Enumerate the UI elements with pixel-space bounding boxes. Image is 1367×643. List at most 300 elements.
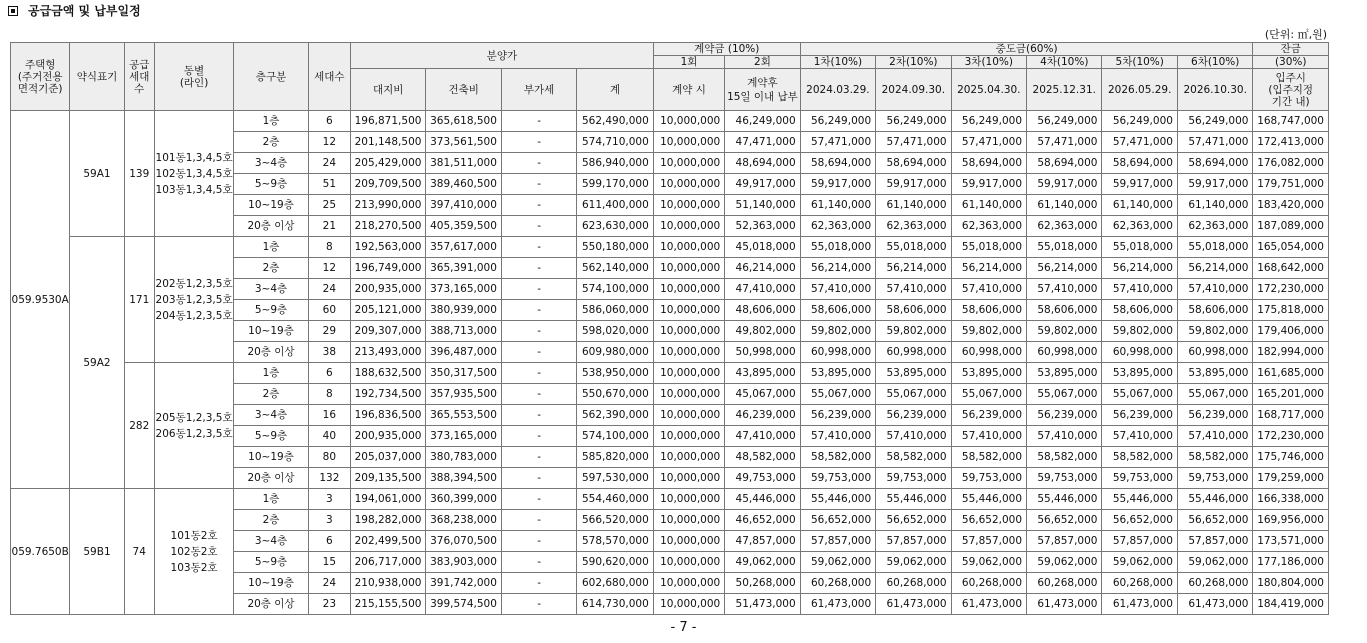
header-balance: 잔금 xyxy=(1253,43,1329,56)
middle-payment-4-cell: 59,062,000 xyxy=(1027,552,1102,573)
header-units: 세대수 xyxy=(308,43,350,111)
land-cell: 192,734,500 xyxy=(350,384,425,405)
middle-payment-4-cell: 58,606,000 xyxy=(1027,300,1102,321)
middle-payment-1-cell: 55,446,000 xyxy=(800,489,875,510)
deposit1-cell: 10,000,000 xyxy=(653,258,724,279)
units-cell: 132 xyxy=(308,468,350,489)
total-cell: 623,630,000 xyxy=(577,216,653,237)
middle-payment-3-cell: 55,018,000 xyxy=(951,237,1026,258)
middle-payment-2-cell: 57,410,000 xyxy=(876,279,951,300)
building-cell: 388,713,000 xyxy=(426,321,501,342)
middle-payment-3-cell: 59,753,000 xyxy=(951,468,1026,489)
middle-payment-2-cell: 57,410,000 xyxy=(876,426,951,447)
middle-payment-6-cell: 55,446,000 xyxy=(1177,489,1253,510)
middle-payment-5-cell: 57,471,000 xyxy=(1102,132,1177,153)
building-cell: 399,574,500 xyxy=(426,594,501,615)
middle-payment-4-cell: 61,140,000 xyxy=(1027,195,1102,216)
middle-payment-6-cell: 57,410,000 xyxy=(1177,426,1253,447)
units-cell: 8 xyxy=(308,384,350,405)
total-cell: 590,620,000 xyxy=(577,552,653,573)
balance-cell: 166,338,000 xyxy=(1253,489,1329,510)
middle-payment-3-cell: 59,917,000 xyxy=(951,174,1026,195)
middle-payment-5-cell: 55,446,000 xyxy=(1102,489,1177,510)
middle-payment-1-cell: 59,753,000 xyxy=(800,468,875,489)
dong-text: 202동1,2,3,5호 203동1,2,3,5호 204동1,2,3,5호 xyxy=(155,277,233,322)
floor-cell: 1층 xyxy=(234,111,308,132)
middle-payment-1-cell: 61,473,000 xyxy=(800,594,875,615)
header-date-3: 2025.04.30. xyxy=(951,69,1026,111)
units-cell: 3 xyxy=(308,489,350,510)
floor-cell: 5~9층 xyxy=(234,174,308,195)
units-cell: 12 xyxy=(308,132,350,153)
deposit1-cell: 10,000,000 xyxy=(653,111,724,132)
middle-payment-2-cell: 60,998,000 xyxy=(876,342,951,363)
deposit2-cell: 47,471,000 xyxy=(725,132,800,153)
middle-payment-4-cell: 57,410,000 xyxy=(1027,279,1102,300)
total-cell: 597,530,000 xyxy=(577,468,653,489)
middle-payment-6-cell: 56,214,000 xyxy=(1177,258,1253,279)
deposit1-cell: 10,000,000 xyxy=(653,384,724,405)
total-cell: 611,400,000 xyxy=(577,195,653,216)
middle-payment-1-cell: 55,067,000 xyxy=(800,384,875,405)
header-dep2-sub: 계약후 15일 이내 납부 xyxy=(725,69,800,111)
middle-payment-4-cell: 57,471,000 xyxy=(1027,132,1102,153)
deposit1-cell: 10,000,000 xyxy=(653,552,724,573)
vat-cell: - xyxy=(501,489,576,510)
type-cell: 059.9530A xyxy=(11,111,70,489)
land-cell: 213,990,000 xyxy=(350,195,425,216)
deposit1-cell: 10,000,000 xyxy=(653,174,724,195)
middle-payment-5-cell: 61,140,000 xyxy=(1102,195,1177,216)
floor-cell: 10~19층 xyxy=(234,195,308,216)
header-dep1-sub: 계약 시 xyxy=(653,69,724,111)
header-dep1: 1회 xyxy=(653,56,724,69)
floor-cell: 5~9층 xyxy=(234,300,308,321)
middle-payment-1-cell: 57,857,000 xyxy=(800,531,875,552)
middle-payment-3-cell: 53,895,000 xyxy=(951,363,1026,384)
header-date-1: 2024.03.29. xyxy=(800,69,875,111)
deposit2-cell: 46,652,000 xyxy=(725,510,800,531)
deposit2-cell: 48,606,000 xyxy=(725,300,800,321)
middle-payment-6-cell: 56,239,000 xyxy=(1177,405,1253,426)
middle-payment-4-cell: 56,652,000 xyxy=(1027,510,1102,531)
middle-payment-2-cell: 59,753,000 xyxy=(876,468,951,489)
building-cell: 405,359,500 xyxy=(426,216,501,237)
dong-text: 101동1,3,4,5호 102동1,3,4,5호 103동1,3,4,5호 xyxy=(155,151,233,196)
middle-payment-2-cell: 61,140,000 xyxy=(876,195,951,216)
balance-cell: 182,994,000 xyxy=(1253,342,1329,363)
deposit1-cell: 10,000,000 xyxy=(653,573,724,594)
total-cell: 602,680,000 xyxy=(577,573,653,594)
type-cell: 059.7650B xyxy=(11,489,70,615)
floor-cell: 5~9층 xyxy=(234,426,308,447)
supply-units-cell: 139 xyxy=(124,111,154,237)
header-dep2: 2회 xyxy=(725,56,800,69)
building-cell: 389,460,500 xyxy=(426,174,501,195)
deposit1-cell: 10,000,000 xyxy=(653,594,724,615)
middle-payment-6-cell: 57,410,000 xyxy=(1177,279,1253,300)
middle-payment-5-cell: 62,363,000 xyxy=(1102,216,1177,237)
balance-cell: 184,419,000 xyxy=(1253,594,1329,615)
deposit1-cell: 10,000,000 xyxy=(653,300,724,321)
deposit1-cell: 10,000,000 xyxy=(653,426,724,447)
balance-cell: 179,751,000 xyxy=(1253,174,1329,195)
deposit2-cell: 52,363,000 xyxy=(725,216,800,237)
middle-payment-4-cell: 55,067,000 xyxy=(1027,384,1102,405)
header-dong: 동별 (라인) xyxy=(154,43,233,111)
balance-cell: 165,054,000 xyxy=(1253,237,1329,258)
middle-payment-3-cell: 62,363,000 xyxy=(951,216,1026,237)
middle-payment-6-cell: 56,652,000 xyxy=(1177,510,1253,531)
middle-payment-6-cell: 55,067,000 xyxy=(1177,384,1253,405)
building-cell: 365,618,500 xyxy=(426,111,501,132)
deposit1-cell: 10,000,000 xyxy=(653,342,724,363)
units-cell: 6 xyxy=(308,111,350,132)
total-cell: 574,100,000 xyxy=(577,279,653,300)
dong-cell xyxy=(154,237,233,363)
deposit2-cell: 48,582,000 xyxy=(725,447,800,468)
middle-payment-3-cell: 61,140,000 xyxy=(951,195,1026,216)
vat-cell: - xyxy=(501,510,576,531)
building-cell: 360,399,000 xyxy=(426,489,501,510)
vat-cell: - xyxy=(501,573,576,594)
vat-cell: - xyxy=(501,258,576,279)
middle-payment-4-cell: 59,802,000 xyxy=(1027,321,1102,342)
header-balance-pct: (30%) xyxy=(1253,56,1329,69)
deposit2-cell: 49,802,000 xyxy=(725,321,800,342)
total-cell: 614,730,000 xyxy=(577,594,653,615)
header-deposit-group: 계약금 (10%) xyxy=(653,43,800,56)
middle-payment-2-cell: 56,239,000 xyxy=(876,405,951,426)
supply-units-cell: 171 xyxy=(124,237,154,363)
deposit1-cell: 10,000,000 xyxy=(653,489,724,510)
middle-payment-6-cell: 59,802,000 xyxy=(1177,321,1253,342)
supply-units-cell: 74 xyxy=(124,489,154,615)
total-cell: 550,670,000 xyxy=(577,384,653,405)
balance-cell: 183,420,000 xyxy=(1253,195,1329,216)
building-cell: 396,487,000 xyxy=(426,342,501,363)
deposit2-cell: 51,140,000 xyxy=(725,195,800,216)
deposit2-cell: 51,473,000 xyxy=(725,594,800,615)
middle-payment-1-cell: 57,471,000 xyxy=(800,132,875,153)
deposit1-cell: 10,000,000 xyxy=(653,447,724,468)
middle-payment-1-cell: 57,410,000 xyxy=(800,426,875,447)
total-cell: 550,180,000 xyxy=(577,237,653,258)
building-cell: 388,394,500 xyxy=(426,468,501,489)
vat-cell: - xyxy=(501,153,576,174)
middle-payment-3-cell: 57,410,000 xyxy=(951,426,1026,447)
vat-cell: - xyxy=(501,132,576,153)
land-cell: 210,938,000 xyxy=(350,573,425,594)
middle-payment-1-cell: 57,410,000 xyxy=(800,279,875,300)
header-m5: 5차(10%) xyxy=(1102,56,1177,69)
middle-payment-1-cell: 60,998,000 xyxy=(800,342,875,363)
deposit1-cell: 10,000,000 xyxy=(653,216,724,237)
land-cell: 198,282,000 xyxy=(350,510,425,531)
total-cell: 599,170,000 xyxy=(577,174,653,195)
middle-payment-6-cell: 57,471,000 xyxy=(1177,132,1253,153)
middle-payment-5-cell: 56,239,000 xyxy=(1102,405,1177,426)
middle-payment-4-cell: 56,214,000 xyxy=(1027,258,1102,279)
supply-units-cell: 282 xyxy=(124,363,154,489)
deposit1-cell: 10,000,000 xyxy=(653,279,724,300)
floor-cell: 10~19층 xyxy=(234,573,308,594)
middle-payment-1-cell: 59,802,000 xyxy=(800,321,875,342)
balance-cell: 187,089,000 xyxy=(1253,216,1329,237)
middle-payment-3-cell: 58,582,000 xyxy=(951,447,1026,468)
building-cell: 368,238,000 xyxy=(426,510,501,531)
floor-cell: 5~9층 xyxy=(234,552,308,573)
land-cell: 205,121,000 xyxy=(350,300,425,321)
middle-payment-1-cell: 59,917,000 xyxy=(800,174,875,195)
middle-payment-5-cell: 60,268,000 xyxy=(1102,573,1177,594)
middle-payment-5-cell: 58,606,000 xyxy=(1102,300,1177,321)
deposit2-cell: 47,857,000 xyxy=(725,531,800,552)
middle-payment-6-cell: 60,268,000 xyxy=(1177,573,1253,594)
middle-payment-4-cell: 56,239,000 xyxy=(1027,405,1102,426)
vat-cell: - xyxy=(501,174,576,195)
header-date-6: 2026.10.30. xyxy=(1177,69,1253,111)
building-cell: 373,561,500 xyxy=(426,132,501,153)
deposit2-cell: 46,239,000 xyxy=(725,405,800,426)
units-cell: 15 xyxy=(308,552,350,573)
middle-payment-6-cell: 61,140,000 xyxy=(1177,195,1253,216)
middle-payment-3-cell: 60,268,000 xyxy=(951,573,1026,594)
floor-cell: 10~19층 xyxy=(234,447,308,468)
middle-payment-1-cell: 58,606,000 xyxy=(800,300,875,321)
middle-payment-6-cell: 59,917,000 xyxy=(1177,174,1253,195)
deposit2-cell: 47,410,000 xyxy=(725,426,800,447)
header-m4: 4차(10%) xyxy=(1027,56,1102,69)
middle-payment-4-cell: 55,446,000 xyxy=(1027,489,1102,510)
balance-cell: 168,642,000 xyxy=(1253,258,1329,279)
middle-payment-3-cell: 55,067,000 xyxy=(951,384,1026,405)
vat-cell: - xyxy=(501,342,576,363)
units-cell: 38 xyxy=(308,342,350,363)
balance-cell: 172,230,000 xyxy=(1253,426,1329,447)
dong-cell xyxy=(154,489,233,615)
total-cell: 562,140,000 xyxy=(577,258,653,279)
header-m1: 1차(10%) xyxy=(800,56,875,69)
deposit1-cell: 10,000,000 xyxy=(653,510,724,531)
vat-cell: - xyxy=(501,363,576,384)
vat-cell: - xyxy=(501,552,576,573)
land-cell: 200,935,000 xyxy=(350,279,425,300)
balance-cell: 175,818,000 xyxy=(1253,300,1329,321)
header-type: 주택형 (주거전용 면적기준) xyxy=(11,43,70,111)
section-title xyxy=(8,2,141,19)
middle-payment-5-cell: 57,857,000 xyxy=(1102,531,1177,552)
middle-payment-5-cell: 55,067,000 xyxy=(1102,384,1177,405)
middle-payment-3-cell: 56,214,000 xyxy=(951,258,1026,279)
middle-payment-3-cell: 56,652,000 xyxy=(951,510,1026,531)
middle-payment-3-cell: 61,473,000 xyxy=(951,594,1026,615)
building-cell: 350,317,500 xyxy=(426,363,501,384)
units-cell: 24 xyxy=(308,573,350,594)
middle-payment-2-cell: 58,582,000 xyxy=(876,447,951,468)
middle-payment-2-cell: 59,062,000 xyxy=(876,552,951,573)
header-date-5: 2026.05.29. xyxy=(1102,69,1177,111)
land-cell: 209,135,500 xyxy=(350,468,425,489)
total-cell: 598,020,000 xyxy=(577,321,653,342)
deposit1-cell: 10,000,000 xyxy=(653,531,724,552)
middle-payment-6-cell: 60,998,000 xyxy=(1177,342,1253,363)
middle-payment-1-cell: 56,249,000 xyxy=(800,111,875,132)
middle-payment-2-cell: 56,249,000 xyxy=(876,111,951,132)
middle-payment-4-cell: 59,753,000 xyxy=(1027,468,1102,489)
middle-payment-3-cell: 58,694,000 xyxy=(951,153,1026,174)
middle-payment-2-cell: 56,214,000 xyxy=(876,258,951,279)
middle-payment-5-cell: 59,802,000 xyxy=(1102,321,1177,342)
land-cell: 213,493,000 xyxy=(350,342,425,363)
balance-cell: 179,259,000 xyxy=(1253,468,1329,489)
land-cell: 200,935,000 xyxy=(350,426,425,447)
deposit1-cell: 10,000,000 xyxy=(653,363,724,384)
units-cell: 24 xyxy=(308,279,350,300)
units-cell: 24 xyxy=(308,153,350,174)
header-vat: 부가세 xyxy=(501,69,576,111)
middle-payment-2-cell: 60,268,000 xyxy=(876,573,951,594)
building-cell: 357,617,000 xyxy=(426,237,501,258)
floor-cell: 1층 xyxy=(234,363,308,384)
middle-payment-6-cell: 53,895,000 xyxy=(1177,363,1253,384)
header-m3: 3차(10%) xyxy=(951,56,1026,69)
middle-payment-4-cell: 57,410,000 xyxy=(1027,426,1102,447)
middle-payment-1-cell: 53,895,000 xyxy=(800,363,875,384)
middle-payment-6-cell: 59,062,000 xyxy=(1177,552,1253,573)
middle-payment-4-cell: 56,249,000 xyxy=(1027,111,1102,132)
middle-payment-5-cell: 56,652,000 xyxy=(1102,510,1177,531)
header-balance-sub: 입주시 (입주지정 기간 내) xyxy=(1253,69,1329,111)
land-cell: 205,429,000 xyxy=(350,153,425,174)
header-middle-group: 중도금(60%) xyxy=(800,43,1253,56)
vat-cell: - xyxy=(501,468,576,489)
dong-cell xyxy=(154,111,233,237)
balance-cell: 176,082,000 xyxy=(1253,153,1329,174)
units-cell: 29 xyxy=(308,321,350,342)
header-date-4: 2025.12.31. xyxy=(1027,69,1102,111)
units-cell: 21 xyxy=(308,216,350,237)
middle-payment-5-cell: 57,410,000 xyxy=(1102,426,1177,447)
middle-payment-2-cell: 57,471,000 xyxy=(876,132,951,153)
middle-payment-4-cell: 59,917,000 xyxy=(1027,174,1102,195)
deposit2-cell: 49,753,000 xyxy=(725,468,800,489)
land-cell: 202,499,500 xyxy=(350,531,425,552)
balance-cell: 169,956,000 xyxy=(1253,510,1329,531)
total-cell: 609,980,000 xyxy=(577,342,653,363)
floor-cell: 2층 xyxy=(234,384,308,405)
units-cell: 3 xyxy=(308,510,350,531)
land-cell: 209,709,500 xyxy=(350,174,425,195)
middle-payment-5-cell: 53,895,000 xyxy=(1102,363,1177,384)
header-m2: 2차(10%) xyxy=(876,56,951,69)
balance-cell: 172,413,000 xyxy=(1253,132,1329,153)
header-date-2: 2024.09.30. xyxy=(876,69,951,111)
middle-payment-6-cell: 57,857,000 xyxy=(1177,531,1253,552)
middle-payment-2-cell: 56,652,000 xyxy=(876,510,951,531)
building-cell: 381,511,000 xyxy=(426,153,501,174)
total-cell: 586,060,000 xyxy=(577,300,653,321)
floor-cell: 20층 이상 xyxy=(234,594,308,615)
middle-payment-6-cell: 58,606,000 xyxy=(1177,300,1253,321)
deposit2-cell: 50,998,000 xyxy=(725,342,800,363)
middle-payment-5-cell: 56,249,000 xyxy=(1102,111,1177,132)
floor-cell: 10~19층 xyxy=(234,321,308,342)
middle-payment-3-cell: 59,802,000 xyxy=(951,321,1026,342)
balance-cell: 173,571,000 xyxy=(1253,531,1329,552)
middle-payment-3-cell: 57,410,000 xyxy=(951,279,1026,300)
vat-cell: - xyxy=(501,594,576,615)
middle-payment-6-cell: 58,582,000 xyxy=(1177,447,1253,468)
deposit2-cell: 50,268,000 xyxy=(725,573,800,594)
floor-cell: 20층 이상 xyxy=(234,216,308,237)
vat-cell: - xyxy=(501,195,576,216)
middle-payment-4-cell: 57,857,000 xyxy=(1027,531,1102,552)
deposit1-cell: 10,000,000 xyxy=(653,468,724,489)
units-cell: 51 xyxy=(308,174,350,195)
units-cell: 25 xyxy=(308,195,350,216)
land-cell: 206,717,000 xyxy=(350,552,425,573)
floor-cell: 2층 xyxy=(234,132,308,153)
table-row xyxy=(11,111,1329,132)
vat-cell: - xyxy=(501,111,576,132)
balance-cell: 177,186,000 xyxy=(1253,552,1329,573)
vat-cell: - xyxy=(501,447,576,468)
middle-payment-5-cell: 58,694,000 xyxy=(1102,153,1177,174)
deposit2-cell: 46,214,000 xyxy=(725,258,800,279)
total-cell: 574,710,000 xyxy=(577,132,653,153)
middle-payment-4-cell: 62,363,000 xyxy=(1027,216,1102,237)
building-cell: 373,165,000 xyxy=(426,426,501,447)
middle-payment-1-cell: 56,652,000 xyxy=(800,510,875,531)
middle-payment-1-cell: 55,018,000 xyxy=(800,237,875,258)
floor-cell: 20층 이상 xyxy=(234,342,308,363)
page-number: - 7 - xyxy=(670,620,697,635)
units-cell: 60 xyxy=(308,300,350,321)
dong-cell xyxy=(154,363,233,489)
vat-cell: - xyxy=(501,321,576,342)
dong-text: 101동2호 102동2호 103동2호 xyxy=(170,529,218,574)
middle-payment-3-cell: 58,606,000 xyxy=(951,300,1026,321)
building-cell: 391,742,000 xyxy=(426,573,501,594)
floor-cell: 3~4층 xyxy=(234,531,308,552)
table-row xyxy=(11,363,1329,384)
header-price-group: 분양가 xyxy=(350,43,653,69)
deposit1-cell: 10,000,000 xyxy=(653,321,724,342)
total-cell: 574,100,000 xyxy=(577,426,653,447)
middle-payment-5-cell: 59,753,000 xyxy=(1102,468,1177,489)
table-row xyxy=(11,237,1329,258)
middle-payment-6-cell: 56,249,000 xyxy=(1177,111,1253,132)
building-cell: 397,410,000 xyxy=(426,195,501,216)
total-cell: 566,520,000 xyxy=(577,510,653,531)
floor-cell: 1층 xyxy=(234,237,308,258)
middle-payment-2-cell: 53,895,000 xyxy=(876,363,951,384)
land-cell: 196,871,500 xyxy=(350,111,425,132)
building-cell: 380,783,000 xyxy=(426,447,501,468)
balance-cell: 168,717,000 xyxy=(1253,405,1329,426)
middle-payment-1-cell: 58,694,000 xyxy=(800,153,875,174)
vat-cell: - xyxy=(501,216,576,237)
units-cell: 23 xyxy=(308,594,350,615)
middle-payment-4-cell: 61,473,000 xyxy=(1027,594,1102,615)
header-supply-units: 공급 세대 수 xyxy=(124,43,154,111)
square-bullet-icon xyxy=(8,6,18,16)
middle-payment-3-cell: 56,249,000 xyxy=(951,111,1026,132)
units-cell: 8 xyxy=(308,237,350,258)
deposit2-cell: 48,694,000 xyxy=(725,153,800,174)
abbr-cell: 59A2 xyxy=(70,237,124,489)
